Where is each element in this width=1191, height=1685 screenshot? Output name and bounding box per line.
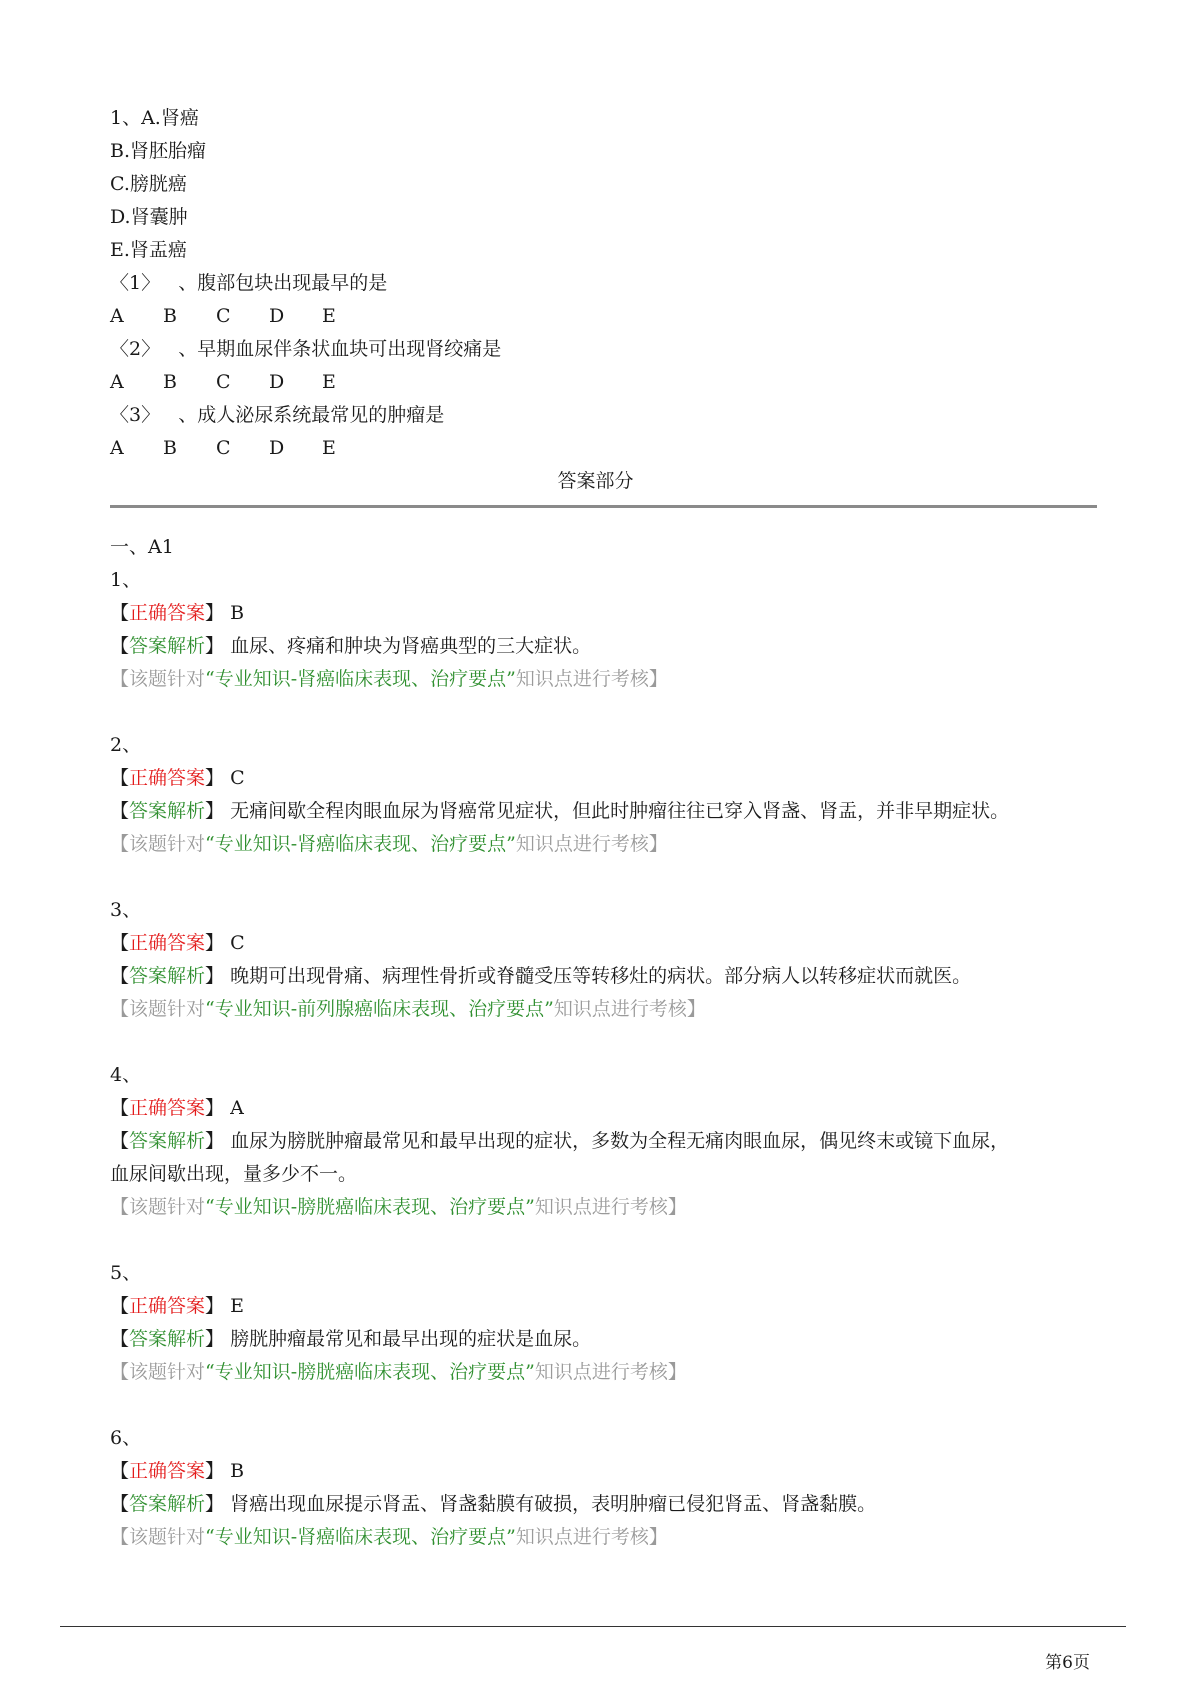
analysis-label: 答案解析 (129, 1130, 206, 1152)
correct-label: 正确答案 (129, 602, 206, 624)
bracket-open: 【 (110, 767, 130, 789)
topic-note (110, 1525, 668, 1549)
bracket-open: 【 (110, 602, 130, 624)
bracket-close: 】 (205, 1130, 225, 1152)
choice-a: A (110, 305, 124, 327)
topic-note (110, 997, 706, 1021)
bracket-close: 】 (205, 1493, 225, 1515)
bracket-close: 】 (205, 767, 225, 789)
topic-text: “专业知识-膀胱癌临床表现、治疗要点” (205, 1361, 535, 1383)
analysis-text: 晚期可出现骨痛、病理性骨折或脊髓受压等转移灶的病状。部分病人以转移症状而就医。 (230, 965, 972, 987)
choice-b: B (163, 371, 177, 393)
analysis-label: 答案解析 (129, 635, 206, 657)
bracket-close: 】 (205, 602, 225, 624)
choice-b: B (163, 305, 177, 327)
topic-note (110, 667, 668, 691)
choice-e: E (322, 371, 336, 393)
sub-question-3 (110, 403, 444, 427)
note-prefix: 【该题针对 (110, 1361, 206, 1383)
bracket-open: 【 (110, 1328, 130, 1350)
topic-note (110, 1195, 687, 1219)
bracket-close: 】 (205, 800, 225, 822)
page-number: 第6页 (1045, 1653, 1090, 1673)
correct-answer-value: E (230, 1295, 244, 1317)
answer-number: 5、 (110, 1262, 142, 1284)
topic-text: “专业知识-前列腺癌临床表现、治疗要点” (205, 998, 554, 1020)
choice-d: D (269, 371, 285, 393)
choice-row-3 (110, 436, 375, 460)
footer-divider (60, 1626, 1126, 1627)
topic-note (110, 1360, 687, 1384)
correct-label: 正确答案 (129, 932, 206, 954)
note-suffix: 知识点进行考核】 (553, 998, 706, 1020)
sub-question-label: 〈1〉 (110, 272, 161, 294)
analysis-label: 答案解析 (129, 800, 206, 822)
bracket-open: 【 (110, 1130, 130, 1152)
bracket-open: 【 (110, 1493, 130, 1515)
bracket-open: 【 (110, 1097, 130, 1119)
correct-answer-value: C (230, 767, 245, 789)
bracket-close: 】 (205, 965, 225, 987)
topic-text: “专业知识-肾癌临床表现、治疗要点” (205, 668, 516, 690)
section-heading: 一、A1 (110, 536, 174, 558)
correct-answer-row (110, 1096, 244, 1120)
analysis-row (110, 1327, 591, 1351)
choice-c: C (216, 371, 231, 393)
analysis-text: 无痛间歇全程肉眼血尿为肾癌常见症状，但此时肿瘤往往已穿入肾盏、肾盂，并非早期症状。 (230, 800, 1010, 822)
note-prefix: 【该题针对 (110, 998, 206, 1020)
bracket-close: 】 (205, 1460, 225, 1482)
correct-answer-value: A (230, 1097, 244, 1119)
bracket-close: 】 (205, 635, 225, 657)
sub-question-label: 〈2〉 (110, 338, 161, 360)
bracket-close: 】 (205, 1328, 225, 1350)
answer-number: 6、 (110, 1427, 142, 1449)
correct-answer-row (110, 766, 245, 790)
note-suffix: 知识点进行考核】 (515, 1526, 668, 1548)
sub-question-1 (110, 271, 387, 295)
correct-answer-row (110, 1459, 244, 1483)
choice-a: A (110, 437, 124, 459)
correct-answer-value: B (230, 602, 245, 624)
analysis-row (110, 1129, 1009, 1153)
correct-answer-row (110, 1294, 244, 1318)
bracket-open: 【 (110, 965, 130, 987)
analysis-text: 膀胱肿瘤最常见和最早出现的症状是血尿。 (230, 1328, 592, 1350)
choice-a: A (110, 371, 124, 393)
choice-row-2 (110, 370, 375, 394)
analysis-row (110, 1492, 876, 1516)
note-suffix: 知识点进行考核】 (515, 668, 668, 690)
option-c: C.膀胱癌 (110, 173, 187, 195)
note-suffix: 知识点进行考核】 (534, 1361, 687, 1383)
choice-row-1 (110, 304, 375, 328)
option-b: B.肾胚胎瘤 (110, 140, 207, 162)
answer-number: 1、 (110, 569, 142, 591)
option-e: E.肾盂癌 (110, 239, 187, 261)
question-stem-a: 1、A.肾癌 (110, 107, 199, 129)
answer-number: 3、 (110, 899, 142, 921)
bracket-close: 】 (205, 1295, 225, 1317)
analysis-text: 血尿为膀胱肿瘤最常见和最早出现的症状，多数为全程无痛肉眼血尿，偶见终末或镜下血尿， (230, 1130, 1010, 1152)
bracket-open: 【 (110, 1295, 130, 1317)
bracket-open: 【 (110, 932, 130, 954)
correct-answer-row (110, 931, 245, 955)
sub-question-2 (110, 337, 501, 361)
analysis-label: 答案解析 (129, 1493, 206, 1515)
bracket-open: 【 (110, 635, 130, 657)
note-suffix: 知识点进行考核】 (534, 1196, 687, 1218)
analysis-row (110, 964, 971, 988)
topic-text: “专业知识-膀胱癌临床表现、治疗要点” (205, 1196, 535, 1218)
analysis-text: 肾癌出现血尿提示肾盂、肾盏黏膜有破损，表明肿瘤已侵犯肾盂、肾盏黏膜。 (230, 1493, 877, 1515)
analysis-row (110, 799, 1009, 823)
answer-number: 4、 (110, 1064, 142, 1086)
choice-b: B (163, 437, 177, 459)
option-d: D.肾囊肿 (110, 206, 188, 228)
choice-d: D (269, 437, 285, 459)
choice-e: E (322, 437, 336, 459)
section-divider (110, 505, 1097, 508)
sub-question-label: 〈3〉 (110, 404, 161, 426)
sub-question-text: 、早期血尿伴条状血块可出现肾绞痛是 (178, 338, 502, 360)
choice-c: C (216, 305, 231, 327)
sub-question-text: 、腹部包块出现最早的是 (178, 272, 388, 294)
correct-answer-row (110, 601, 244, 625)
sub-question-text: 、成人泌尿系统最常见的肿瘤是 (178, 404, 445, 426)
bracket-close: 】 (205, 1097, 225, 1119)
note-prefix: 【该题针对 (110, 1196, 206, 1218)
choice-d: D (269, 305, 285, 327)
correct-label: 正确答案 (129, 1460, 206, 1482)
correct-label: 正确答案 (129, 1097, 206, 1119)
correct-label: 正确答案 (129, 1295, 206, 1317)
bracket-close: 】 (205, 932, 225, 954)
correct-answer-value: C (230, 932, 245, 954)
analysis-label: 答案解析 (129, 1328, 206, 1350)
analysis-text: 血尿、疼痛和肿块为肾癌典型的三大症状。 (230, 635, 592, 657)
bracket-open: 【 (110, 800, 130, 822)
note-suffix: 知识点进行考核】 (515, 833, 668, 855)
topic-note (110, 832, 668, 856)
choice-e: E (322, 305, 336, 327)
note-prefix: 【该题针对 (110, 833, 206, 855)
answer-number: 2、 (110, 734, 142, 756)
bracket-open: 【 (110, 1460, 130, 1482)
correct-label: 正确答案 (129, 767, 206, 789)
correct-answer-value: B (230, 1460, 245, 1482)
topic-text: “专业知识-肾癌临床表现、治疗要点” (205, 833, 516, 855)
topic-text: “专业知识-肾癌临床表现、治疗要点” (205, 1526, 516, 1548)
analysis-text-continued: 血尿间歇出现，量多少不一。 (110, 1163, 358, 1185)
analysis-row (110, 634, 591, 658)
answer-section-title: 答案部分 (557, 470, 634, 492)
note-prefix: 【该题针对 (110, 668, 206, 690)
analysis-label: 答案解析 (129, 965, 206, 987)
note-prefix: 【该题针对 (110, 1526, 206, 1548)
choice-c: C (216, 437, 231, 459)
